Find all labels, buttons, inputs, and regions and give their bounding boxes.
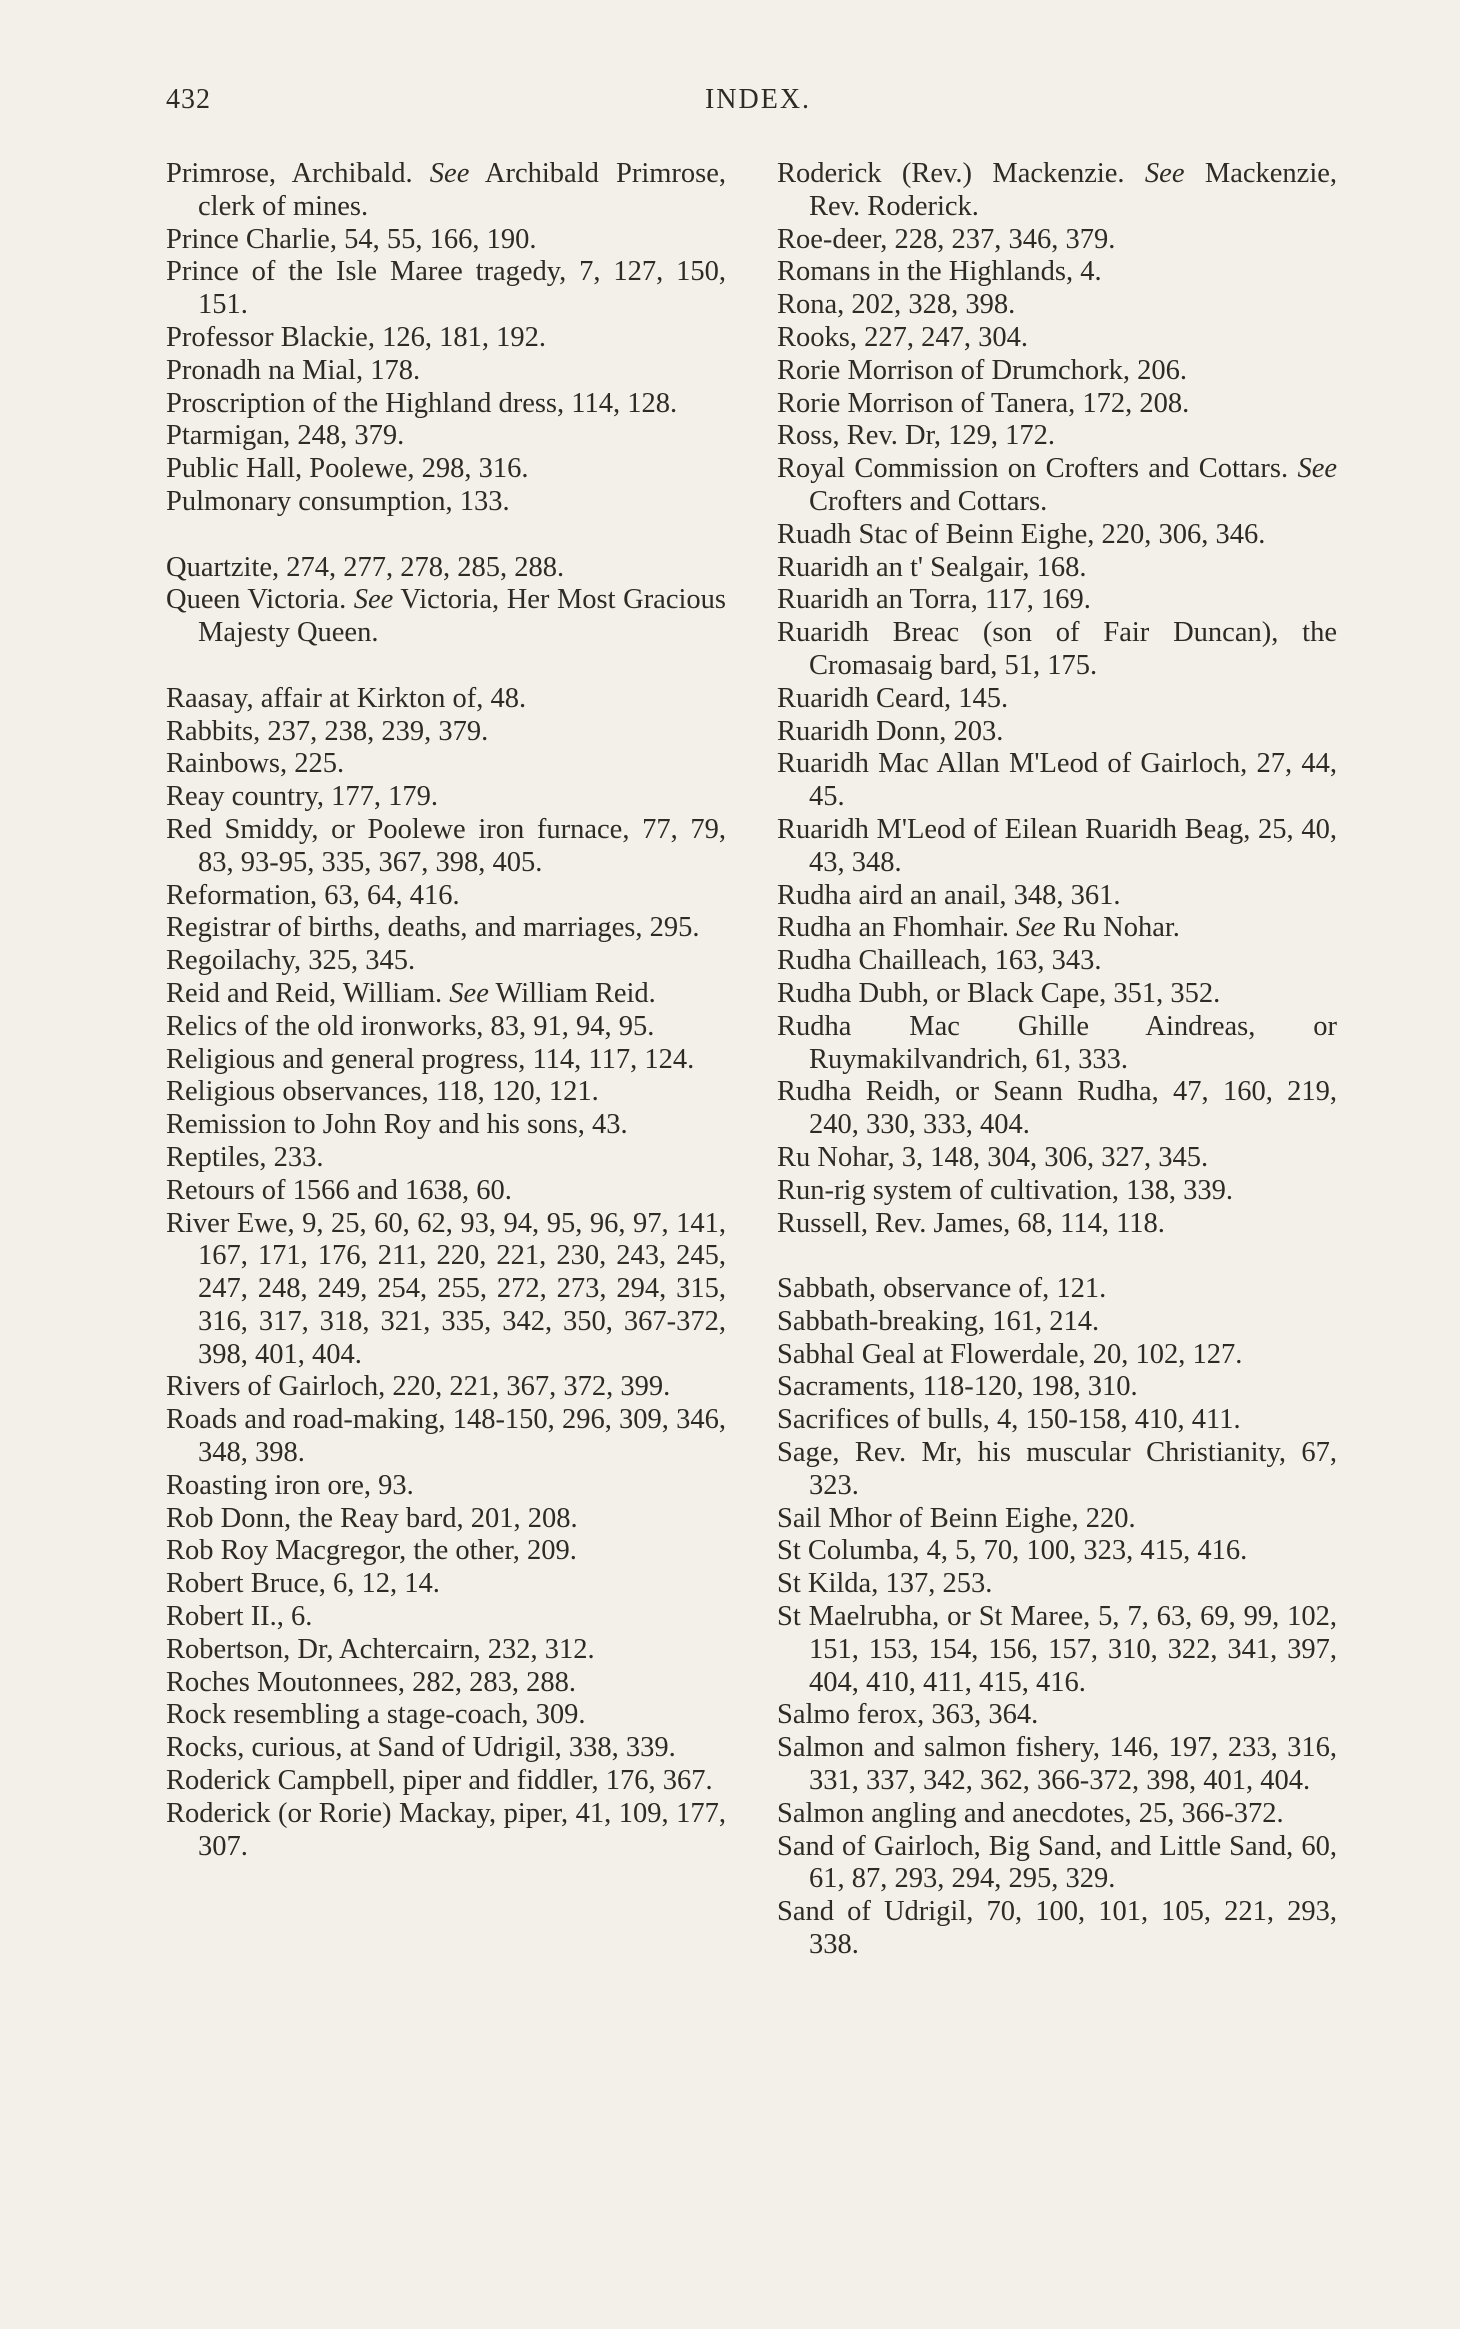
index-entry: Roads and road-making, 148-150, 296, 309, 346, 348, 398. [166, 1404, 726, 1469]
entry-head: Primrose, Archibald. [166, 158, 413, 189]
page-header [166, 84, 1350, 124]
index-entry: St Maelrubha, or St Maree, 5, 7, 63, 69, 99, 102, 151, 153, 154, 156, 157, 310, 322, 341, 397, 404, 410, 411, 415, 416. [777, 1601, 1337, 1698]
index-entry: Rorie Morrison of Drumchork, 206. [777, 354, 1188, 386]
index-entry: Ruadh Stac of Beinn Eighe, 220, 306, 346. [777, 518, 1266, 550]
index-entry: Sabbath-breaking, 161, 214. [777, 1305, 1100, 1337]
index-entry: Sabhal Geal at Flowerdale, 20, 102, 127. [777, 1338, 1243, 1370]
index-entry: Rooks, 227, 247, 304. [777, 321, 1028, 353]
index-entry: Ruaridh an Torra, 117, 169. [777, 584, 1091, 616]
index-entry: Reay country, 177, 179. [166, 781, 439, 813]
entry-see: See [449, 977, 489, 1009]
entry-tail: Mackenzie, Rev. Roderick. [809, 158, 1338, 222]
index-entry: Rainbows, 225. [166, 748, 345, 780]
entry-tail: Archibald Primrose, clerk of mines. [198, 158, 727, 222]
index-entry: Roderick (or Rorie) Mackay, piper, 41, 109, 177, 307. [166, 1797, 726, 1862]
entry-tail: Ru Nohar. [1062, 912, 1180, 944]
index-entry: Ruaridh Ceard, 145. [777, 682, 1009, 714]
entry-head: Queen Victoria. [166, 584, 347, 616]
index-entry: Sand of Udrigil, 70, 100, 101, 105, 221, 293, 338. [777, 1896, 1337, 1961]
index-entry: Run-rig system of cultivation, 138, 339. [777, 1174, 1233, 1206]
index-entry: Rudha Dubh, or Black Cape, 351, 352. [777, 977, 1221, 1009]
index-entry: Pronadh na Mial, 178. [166, 354, 421, 386]
page-number: 432 [166, 84, 211, 115]
index-entry: Professor Blackie, 126, 181, 192. [166, 321, 546, 353]
index-entry: Retours of 1566 and 1638, 60. [166, 1174, 512, 1206]
index-entry: Pulmonary consumption, 133. [166, 485, 510, 517]
letter-section-gap [166, 519, 726, 552]
entry-see: See [353, 584, 394, 616]
entry-see: See [1016, 912, 1056, 944]
index-entry: Public Hall, Poolewe, 298, 316. [166, 453, 529, 485]
index-entry: River Ewe, 9, 25, 60, 62, 93, 94, 95, 96, 97, 141, 167, 171, 176, 211, 220, 221, 230, 243, 245, 247, 248, 249, 254, 255, 272, 273, 294, 315, 316, 317, 318, 321, 335, 342, 350, 367-372, 398, 401, 404. [166, 1207, 726, 1370]
entry-tail: William Reid. [495, 977, 656, 1009]
index-entry [166, 978, 726, 1011]
index-entry: Prince Charlie, 54, 55, 166, 190. [166, 223, 537, 255]
index-entry: Ru Nohar, 3, 148, 304, 306, 327, 345. [777, 1141, 1209, 1173]
index-entry: Rudha Chailleach, 163, 343. [777, 945, 1102, 977]
index-entry: Ruaridh Breac (son of Fair Duncan), the Cromasaig bard, 51, 175. [777, 617, 1337, 681]
index-entry: Roches Moutonnees, 282, 283, 288. [166, 1666, 577, 1698]
running-head: INDEX. [704, 84, 812, 115]
entry-head: Royal Commission on Crofters and Cottars. [777, 453, 1289, 485]
letter-section-gap [166, 650, 726, 683]
index-entry: Rabbits, 237, 238, 239, 379. [166, 715, 489, 747]
index-entry: Ruaridh Mac Allan M'Leod of Gairloch, 27, 44, 45. [777, 748, 1337, 813]
index-entry: Red Smiddy, or Poolewe iron furnace, 77, 79, 83, 93-95, 335, 367, 398, 405. [166, 813, 726, 878]
index-column-right [777, 158, 1337, 1962]
entry-see: See [429, 158, 470, 189]
index-entry: Roasting iron ore, 93. [166, 1469, 414, 1501]
index-entry: Sabbath, observance of, 121. [777, 1273, 1107, 1305]
index-entry: Sand of Gairloch, Big Sand, and Little Sand, 60, 61, 87, 293, 294, 295, 329. [777, 1830, 1337, 1895]
index-entry: Robert II., 6. [166, 1601, 313, 1633]
index-entry: Ruaridh M'Leod of Eilean Ruaridh Beag, 25, 40, 43, 348. [777, 813, 1337, 878]
entry-tail: Victoria, Her Most Gracious Majesty Queen. [198, 584, 726, 649]
entry-head: Rudha an Fhomhair. [777, 912, 1009, 944]
index-column-left [166, 158, 726, 1863]
index-entry: St Columba, 4, 5, 70, 100, 323, 415, 416. [777, 1535, 1248, 1567]
index-entry: Romans in the Highlands, 4. [777, 256, 1102, 288]
letter-section-gap [777, 1240, 1337, 1273]
index-entry: Rona, 202, 328, 398. [777, 289, 1016, 321]
index-entry: Rorie Morrison of Tanera, 172, 208. [777, 387, 1190, 419]
index-entry: Rivers of Gairloch, 220, 221, 367, 372, 399. [166, 1371, 671, 1403]
index-entry: Salmon and salmon fishery, 146, 197, 233, 316, 331, 337, 342, 362, 366-372, 398, 401, 404. [777, 1732, 1337, 1797]
entry-head: Reid and Reid, William. [166, 977, 443, 1009]
index-entry: Remission to John Roy and his sons, 43. [166, 1109, 628, 1141]
index-entry: Religious observances, 118, 120, 121. [166, 1076, 599, 1108]
index-entry: Sacrifices of bulls, 4, 150-158, 410, 411. [777, 1404, 1241, 1436]
index-entry: Rob Donn, the Reay bard, 201, 208. [166, 1502, 578, 1534]
index-entry: Ptarmigan, 248, 379. [166, 420, 405, 452]
index-entry: Proscription of the Highland dress, 114, 128. [166, 387, 678, 419]
index-entry [777, 912, 1337, 945]
index-entry: Sail Mhor of Beinn Eighe, 220. [777, 1502, 1136, 1534]
index-entry: Rob Roy Macgregor, the other, 209. [166, 1535, 577, 1567]
index-entry: Roe-deer, 228, 237, 346, 379. [777, 223, 1116, 255]
index-entry: Roderick Campbell, piper and fiddler, 176, 367. [166, 1765, 713, 1797]
index-entry: Religious and general progress, 114, 117, 124. [166, 1043, 695, 1075]
index-entry: Ruaridh Donn, 203. [777, 715, 1004, 747]
index-entry: Robertson, Dr, Achtercairn, 232, 312. [166, 1633, 595, 1665]
index-entry: Relics of the old ironworks, 83, 91, 94, 95. [166, 1010, 655, 1042]
entry-see: See [1297, 453, 1338, 485]
index-entry: Rudha aird an anail, 348, 361. [777, 879, 1121, 911]
index-entry [777, 158, 1337, 224]
index-entry: Rock resembling a stage-coach, 309. [166, 1699, 586, 1731]
index-entry: Sacraments, 118-120, 198, 310. [777, 1371, 1138, 1403]
index-entry: Raasay, affair at Kirkton of, 48. [166, 682, 527, 714]
index-entry [777, 453, 1337, 519]
index-entry: Registrar of births, deaths, and marriages, 295. [166, 912, 700, 944]
index-entry: St Kilda, 137, 253. [777, 1568, 993, 1600]
entry-tail: Crofters and Cottars. [809, 485, 1048, 517]
index-entry: Sage, Rev. Mr, his muscular Christianity, 67, 323. [777, 1437, 1337, 1501]
index-entry: Robert Bruce, 6, 12, 14. [166, 1568, 440, 1600]
index-entry: Prince of the Isle Maree tragedy, 7, 127, 150, 151. [166, 256, 726, 321]
index-entry: Salmon angling and anecdotes, 25, 366-372. [777, 1797, 1284, 1829]
index-entry: Ross, Rev. Dr, 129, 172. [777, 420, 1056, 452]
index-entry: Rudha Mac Ghille Aindreas, or Ruymakilvandrich, 61, 333. [777, 1010, 1337, 1075]
index-entry: Quartzite, 274, 277, 278, 285, 288. [166, 551, 565, 583]
index-entry: Rudha Reidh, or Seann Rudha, 47, 160, 219, 240, 330, 333, 404. [777, 1076, 1337, 1141]
index-entry: Russell, Rev. James, 68, 114, 118. [777, 1207, 1165, 1239]
index-entry: Rocks, curious, at Sand of Udrigil, 338, 339. [166, 1732, 676, 1764]
index-entry: Reformation, 63, 64, 416. [166, 879, 460, 911]
entry-see: See [1144, 158, 1185, 189]
index-entry: Regoilachy, 325, 345. [166, 945, 416, 977]
index-entry: Salmo ferox, 363, 364. [777, 1699, 1039, 1731]
index-entry: Ruaridh an t' Sealgair, 168. [777, 551, 1087, 583]
index-entry: Reptiles, 233. [166, 1141, 324, 1173]
index-entry [166, 158, 726, 224]
index-entry [166, 584, 726, 650]
entry-head: Roderick (Rev.) Mackenzie. [777, 158, 1125, 189]
